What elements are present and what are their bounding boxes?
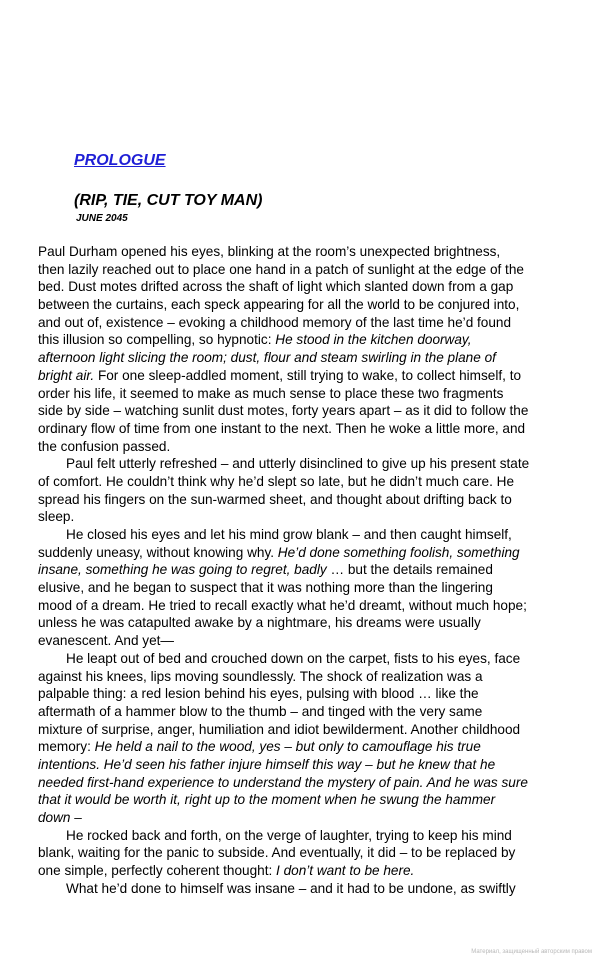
text-line [38, 473, 564, 491]
text-line [38, 455, 564, 473]
text-segment: mood of a dream. He tried to recall exactly what he’d dreamt, without much hope; [38, 597, 527, 613]
italic-text: He held a nail to the wood, yes – but only to camouflage his true [94, 739, 481, 755]
text-line [38, 561, 564, 579]
text-segment: What he’d done to himself was insane – and it had to be undone, as swiftly [66, 880, 516, 896]
chapter-title[interactable]: PROLOGUE [74, 152, 166, 169]
text-segment: palpable thing: a red lesion behind his eyes, pulsing with blood … like the [38, 686, 479, 702]
text-segment: and out of, existence – evoking a childhood memory of the last time he’d found [38, 314, 512, 330]
text-segment: spread his fingers on the sun-warmed sheet, and thought about drifting back to [38, 491, 512, 507]
italic-text: I don’t want to be here. [276, 863, 415, 879]
text-line [38, 668, 564, 686]
text-segment: against his knees, lips moving soundlessly. The shock of realization was a [38, 668, 483, 684]
body-text [38, 243, 564, 897]
text-line [38, 491, 564, 509]
text-segment: ordinary flow of time from one instant to the next. Then he woke a little more, and [38, 420, 526, 436]
text-segment: suddenly uneasy, without knowing why. [38, 544, 278, 560]
italic-text: down – [38, 810, 82, 825]
text-line [38, 632, 564, 650]
text-segment: … but the details remained [326, 562, 493, 578]
italic-text: insane, something he was going to regret, badly [38, 562, 327, 578]
text-line [38, 791, 564, 809]
italic-text: intentions. He’d seen his father injure himself this way – but he knew that he [38, 756, 496, 772]
text-segment: memory: [38, 739, 95, 755]
text-segment: blank, waiting for the panic to subside. And eventually, it did – to be replaced by [38, 845, 516, 861]
text-segment: unless he was catapulted awake by a nightmare, his dreams were usually [38, 615, 481, 631]
text-line [38, 508, 564, 526]
text-line [38, 261, 564, 279]
text-segment: side by side – watching sunlit dust motes, forty years apart – as it did to follow the [38, 403, 529, 419]
italic-text: that it would be worth it, right up to the moment when he swung the hammer [38, 792, 496, 808]
text-line [38, 385, 564, 403]
italic-text: afternoon light slicing the room; dust, flour and steam swirling in the plane of [38, 350, 496, 366]
text-line [38, 597, 564, 615]
text-segment: Paul Durham opened his eyes, blinking at the room’s unexpected brightness, [38, 244, 501, 259]
text-line [38, 721, 564, 739]
text-line [38, 703, 564, 721]
text-line [38, 314, 564, 332]
text-segment: order his life, it seemed to make as much sense to place these two fragments [38, 385, 504, 401]
text-line [38, 296, 564, 314]
text-line [38, 420, 564, 438]
text-line [38, 614, 564, 632]
text-line [38, 278, 564, 296]
text-line [38, 774, 564, 792]
text-line [38, 579, 564, 597]
text-line [38, 738, 564, 756]
italic-text: bright air. [38, 367, 95, 383]
text-segment: elusive, and he began to suspect that it was nothing more than the lingering [38, 580, 493, 596]
text-line [38, 438, 564, 456]
text-segment: of comfort. He couldn’t think why he’d slept so late, but he didn’t much care. He [38, 473, 515, 489]
text-line [38, 243, 564, 261]
text-line [38, 331, 564, 349]
text-line [38, 756, 564, 774]
text-line [38, 526, 564, 544]
italic-text: needed first-hand experience to understand the mystery of pain. And he was sure [38, 774, 528, 790]
text-line [38, 862, 564, 880]
text-line [38, 809, 564, 827]
text-segment: He rocked back and forth, on the verge of laughter, trying to keep his mind [66, 827, 512, 843]
text-segment: Paul felt utterly refreshed – and utterly disinclined to give up his present state [66, 456, 530, 472]
text-line [38, 402, 564, 420]
text-segment: one simple, perfectly coherent thought: [38, 863, 277, 879]
text-segment: then lazily reached out to place one hand in a patch of sunlight at the edge of the [38, 261, 524, 277]
text-segment: mixture of surprise, anger, humiliation and idiot bewilderment. Another childhood [38, 721, 521, 737]
text-line [38, 685, 564, 703]
text-segment: sleep. [38, 509, 75, 525]
italic-text: He’d done something foolish, something [277, 544, 520, 560]
text-segment: between the curtains, each speck appearing for all the world to be conjured into, [38, 297, 520, 313]
text-segment: the confusion passed. [38, 438, 171, 454]
text-segment: bed. Dust motes drifted across the shaft of light which slanted down from a gap [38, 279, 514, 295]
text-segment: aftermath of a hammer blow to the thumb – and tinged with the very same [38, 703, 483, 719]
text-line [38, 349, 564, 367]
text-segment: He closed his eyes and let his mind grow blank – and then caught himself, [66, 527, 512, 542]
copyright-watermark: Материал, защищенный авторским правом [471, 949, 592, 955]
chapter-date: JUNE 2045 [76, 213, 128, 224]
text-line [38, 827, 564, 845]
text-line [38, 844, 564, 862]
italic-text: He stood in the kitchen doorway, [275, 332, 472, 348]
text-line [38, 880, 564, 898]
text-segment: He leapt out of bed and crouched down on the carpet, fists to his eyes, face [66, 650, 521, 666]
text-line [38, 367, 564, 385]
text-line [38, 650, 564, 668]
text-segment: this illusion so compelling, so hypnotic: [38, 332, 276, 348]
chapter-subtitle: (RIP, TIE, CUT TOY MAN) [74, 192, 263, 209]
text-line [38, 544, 564, 562]
text-segment: For one sleep-addled moment, still trying to wake, to collect himself, to [94, 367, 522, 383]
text-segment: evanescent. And yet— [38, 633, 175, 649]
